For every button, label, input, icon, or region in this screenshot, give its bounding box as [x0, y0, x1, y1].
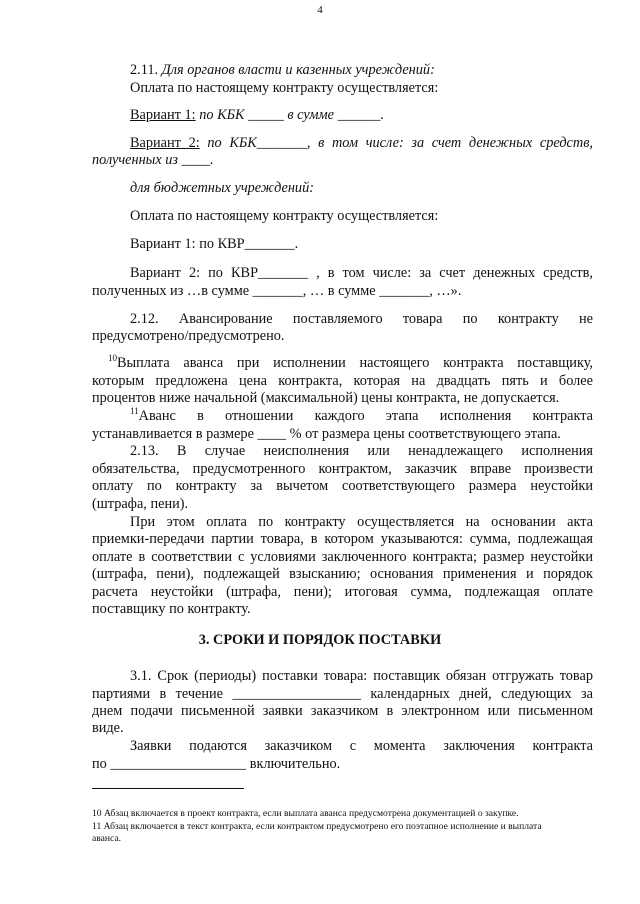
- orders-line1: Заявки подаются заказчиком с момента заключения контракта: [130, 738, 593, 754]
- clause-2-13-line1: 2.13. В случае неисполнения или ненадлежащего исполнения: [130, 443, 593, 459]
- clause-2-11-title: [130, 62, 435, 79]
- variant-label: Вариант 2:: [130, 135, 200, 151]
- act-paragraph-line2: приемки-передачи партии товара, в котором указываются: сумма, подлежащая: [92, 531, 593, 547]
- clause-2-12-line1: 2.12. Авансирование поставляемого товара по контракту не: [130, 311, 593, 327]
- clause-3-1-line2: партиями в течение __________________ календарных дней, следующих за: [92, 686, 593, 702]
- clause-2-13-line4: (штрафа, пени).: [92, 496, 189, 512]
- advance-stage-line2: устанавливается в размере ____ % от размера цены соответствующего этапа.: [92, 426, 561, 442]
- act-paragraph-line3: оплате в соответствии с условиями заключенного контракта; размер неустойки: [92, 549, 593, 565]
- act-paragraph-line4: (штрафа, пени), подлежащей взысканию; основания применения и порядок: [92, 566, 593, 582]
- footnote-ref-10[interactable]: 10: [108, 353, 117, 364]
- footnote-separator: [92, 788, 244, 789]
- variant-2-kbk-line1: [130, 135, 593, 152]
- budget-title: для бюджетных учреждений:: [130, 180, 314, 196]
- advance-paragraph-line3: процентов ниже начальной (максимальной) цены контракта, не допускается.: [92, 390, 560, 406]
- clause-2-12-line2: предусмотрено/предусмотрено.: [92, 328, 285, 344]
- budget-variant-1: Вариант 1: по КВР_______.: [130, 236, 299, 252]
- budget-payment: Оплата по настоящему контракту осуществляется:: [130, 208, 439, 224]
- variant-1-kbk: [130, 107, 384, 124]
- clause-2-13-line2: обязательства, предусмотренного контрактом, заказчик вправе произвести: [92, 461, 593, 477]
- budget-variant-2-line1: Вариант 2: по КВР_______ , в том числе: за счет денежных средств,: [130, 265, 593, 281]
- act-paragraph-line6: поставщику по контракту.: [92, 601, 251, 617]
- footnote-11-line2: аванса.: [92, 833, 122, 844]
- orders-line2: по ___________________ включительно.: [92, 756, 341, 772]
- clause-3-1-line4: виде.: [92, 720, 124, 736]
- footnote-10: 10 Абзац включается в проект контракта, если выплата аванса предусмотрена документацией о закупке.: [92, 808, 519, 819]
- section-3-heading: 3. СРОКИ И ПОРЯДОК ПОСТАВКИ: [198, 632, 442, 648]
- clause-number: 2.11.: [130, 62, 159, 78]
- act-paragraph-line5: расчета неустойки (штрафа, пени); итоговая сумма, подлежащая оплате: [92, 584, 593, 600]
- footnote-11-line1: 11 Абзац включается в текст контракта, если контрактом предусмотрено его поэтапное исполнение и выплата: [92, 821, 542, 832]
- advance-paragraph-line1: [108, 355, 593, 372]
- act-paragraph-line1: При этом оплата по контракту осуществляется на основании акта: [130, 514, 593, 530]
- footnote-ref-11[interactable]: 11: [130, 406, 139, 417]
- variant-label: Вариант 1:: [130, 107, 196, 123]
- clause-title: Для органов власти и казенных учреждений:: [161, 62, 435, 78]
- clause-2-13-line3: оплату по контракту за вычетом соответствующего размера неустойки: [92, 478, 593, 494]
- paragraph-text: Аванс в отношении каждого этапа исполнения контракта: [138, 408, 593, 424]
- paragraph-text: Выплата аванса при исполнении настоящего контракта поставщику,: [117, 355, 593, 371]
- budget-variant-2-line2: полученных из …в сумме _______, … в сумме _______, …».: [92, 283, 462, 299]
- advance-paragraph-line2: которым предложена цена контракта, которая на двадцать пять и более: [92, 373, 593, 389]
- variant-text: по КБК_______, в том числе: за счет денежных средств,: [199, 135, 594, 151]
- payment-text: Оплата по настоящему контракту осуществляется:: [130, 80, 439, 96]
- advance-stage-line1: [130, 408, 593, 425]
- clause-3-1-line3: днем подачи письменной заявки заказчиком в электронном или письменном: [92, 703, 593, 719]
- clause-3-1-line1: 3.1. Срок (периоды) поставки товара: поставщик обязан отгружать товар: [130, 668, 593, 684]
- variant-text: по КБК _____ в сумме ______.: [195, 107, 385, 123]
- page-number: 4: [317, 4, 323, 16]
- variant-2-kbk-line2: полученных из ____.: [92, 152, 214, 168]
